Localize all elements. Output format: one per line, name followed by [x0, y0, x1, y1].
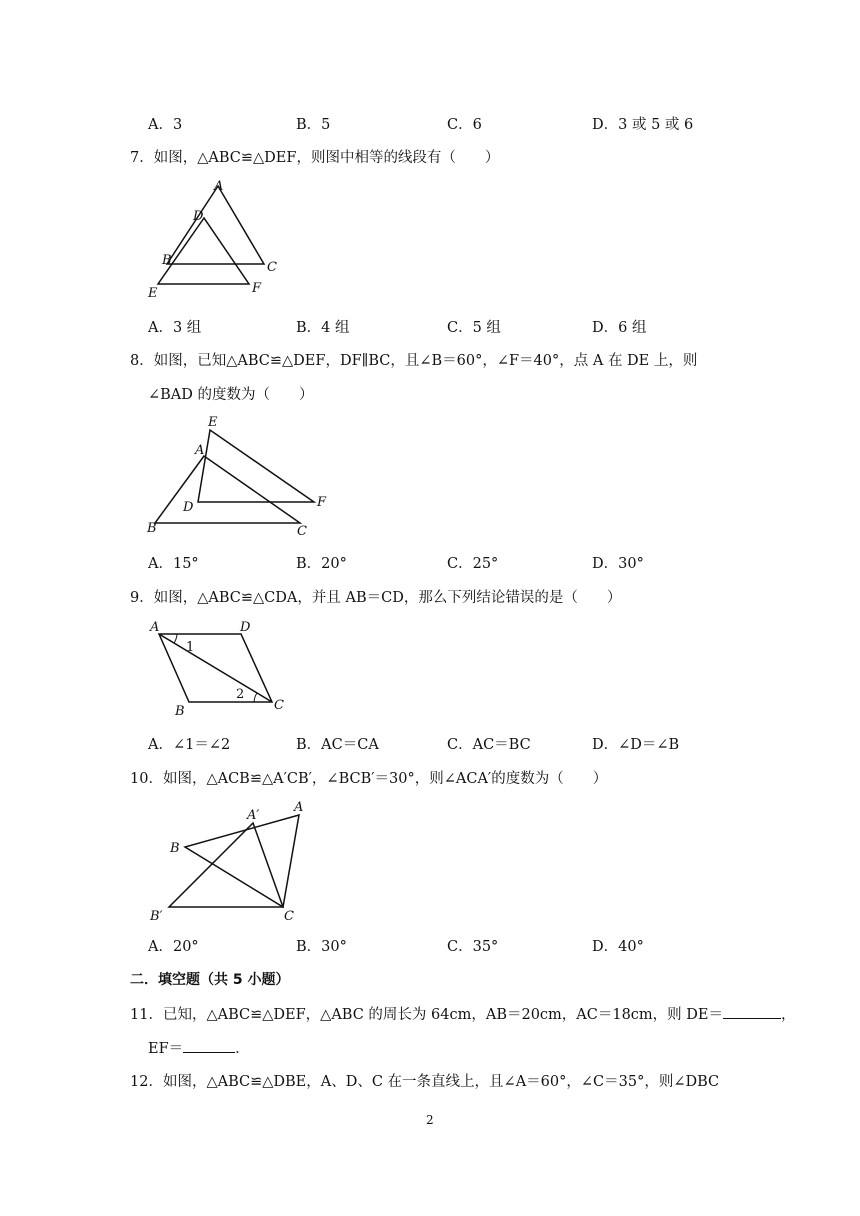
q9-label-b: B — [175, 704, 185, 719]
q11-blank-ef[interactable] — [183, 1038, 235, 1053]
q9-label-angle1: 1 — [186, 640, 195, 655]
q8-stem-line2: ∠BAD 的度数为（ ） — [148, 387, 314, 403]
q7-option-c: C．5 组 — [447, 320, 501, 336]
q11-line1-end: ， — [781, 1007, 796, 1023]
q10-stem: 10．如图，△ACB≌△A′CB′，∠BCB′＝30°，则∠ACA′的度数为（ ） — [130, 771, 608, 787]
q10-label-b-prime: B′ — [150, 909, 163, 924]
q8-label-c: C — [297, 524, 307, 539]
q8-option-c: C．25° — [447, 556, 499, 572]
q11-blank-de[interactable] — [723, 1004, 781, 1019]
q7-label-c: C — [267, 260, 277, 275]
q7-label-b: B — [162, 253, 172, 268]
q8-stem-line1: 8．如图，已知△ABC≌△DEF，DF∥BC，且∠B＝60°，∠F＝40°，点 A 在 DE 上，则 — [130, 353, 698, 369]
q8-figure — [140, 410, 340, 540]
q9-option-a: A．∠1＝∠2 — [148, 737, 231, 753]
q8-triangle-def — [198, 430, 314, 502]
q9-label-c: C — [274, 698, 284, 713]
q11-line1 — [130, 1003, 796, 1024]
q8-option-a: A．15° — [148, 556, 199, 572]
page-number: 2 — [426, 1113, 434, 1127]
q11-line2-text: EF＝ — [148, 1041, 184, 1057]
q10-label-a-prime: A′ — [247, 808, 260, 823]
q7-option-a: A．3 组 — [148, 320, 202, 336]
q6-option-b: B．5 — [296, 117, 331, 133]
q6-option-d: D．3 或 5 或 6 — [592, 117, 694, 133]
q11-line2-end: ． — [235, 1041, 250, 1057]
q12-line1: 12．如图，△ABC≌△DBE，A、D、C 在一条直线上，且∠A＝60°，∠C＝35°，则∠DBC — [130, 1074, 720, 1090]
q7-figure — [140, 172, 290, 302]
q7-label-f: F — [252, 281, 262, 296]
q10-option-c: C．35° — [447, 939, 499, 955]
q7-stem: 7．如图，△ABC≌△DEF，则图中相等的线段有（ ） — [130, 150, 500, 166]
q10-label-b: B — [170, 841, 180, 856]
q10-label-c: C — [284, 909, 294, 924]
q7-label-e: E — [148, 286, 158, 301]
q9-option-c: C．AC＝BC — [447, 737, 531, 753]
q6-option-c: C．6 — [447, 117, 482, 133]
q8-option-b: B．20° — [296, 556, 347, 572]
q8-label-b: B — [147, 521, 157, 536]
q7-option-b: B．4 组 — [296, 320, 350, 336]
q6-option-a: A．3 — [148, 117, 183, 133]
q10-option-d: D．40° — [592, 939, 644, 955]
q8-label-d: D — [183, 500, 194, 515]
q9-label-a: A — [150, 620, 160, 635]
q7-label-a: A — [214, 179, 224, 194]
q8-label-a: A — [195, 443, 205, 458]
q9-label-d: D — [240, 620, 251, 635]
q7-option-d: D．6 组 — [592, 320, 647, 336]
q9-option-d: D．∠D＝∠B — [592, 737, 680, 753]
q7-label-d: D — [193, 209, 204, 224]
q10-option-b: B．30° — [296, 939, 347, 955]
q9-stem: 9．如图，△ABC≌△CDA，并且 AB＝CD，那么下列结论错误的是（ ） — [130, 590, 622, 606]
q9-option-b: B．AC＝CA — [296, 737, 379, 753]
q8-triangle-abc — [155, 456, 300, 523]
q11-line2 — [148, 1037, 250, 1058]
q10-label-a: A — [294, 800, 304, 815]
q10-option-a: A．20° — [148, 939, 199, 955]
q10-figure — [140, 795, 340, 925]
q11-line1-text: 11．已知，△ABC≌△DEF，△ABC 的周长为 64cm，AB＝20cm，AC＝18cm，则 DE＝ — [130, 1007, 723, 1023]
q8-label-f: F — [317, 495, 327, 510]
q9-diagonal-ac — [159, 634, 272, 702]
q9-figure — [140, 612, 300, 722]
q7-triangle-def — [158, 218, 249, 284]
q8-option-d: D．30° — [592, 556, 644, 572]
q8-label-e: E — [208, 415, 218, 430]
q10-triangle-acb — [185, 815, 299, 907]
q7-triangle-abc — [167, 186, 264, 264]
q9-label-angle2: 2 — [236, 687, 245, 702]
section-heading: 二．填空题（共 5 小题） — [130, 972, 290, 988]
